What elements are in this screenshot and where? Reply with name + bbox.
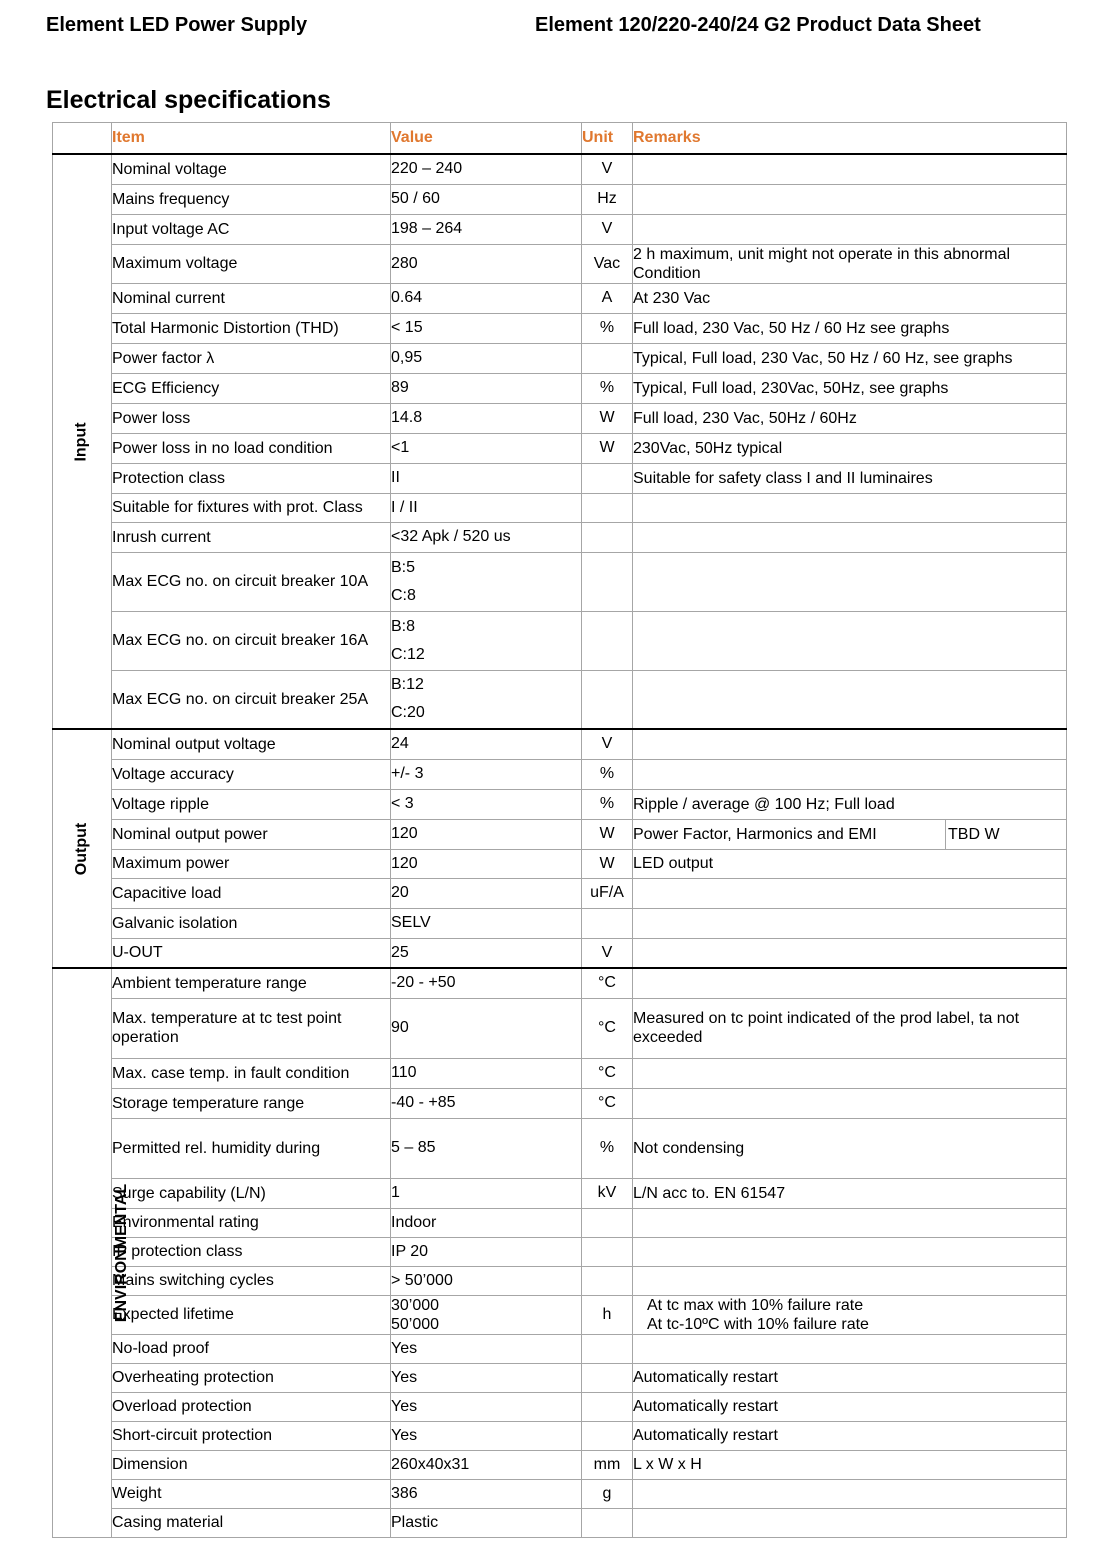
table-row — [53, 759, 1067, 789]
table-row — [53, 1058, 1067, 1088]
table-row — [53, 1363, 1067, 1392]
value-cell — [391, 552, 582, 611]
remarks-cell: 230Vac, 50Hz typical — [633, 433, 1067, 463]
remarks-cell — [633, 670, 1067, 729]
table-row — [53, 998, 1067, 1058]
group-label-cell — [53, 729, 112, 968]
value-cell: 0,95 — [391, 343, 582, 373]
unit-cell: h — [582, 1295, 633, 1334]
unit-cell: W — [582, 819, 633, 849]
remarks-cell: Automatically restart — [633, 1392, 1067, 1421]
item-cell: U-OUT — [112, 938, 391, 968]
remarks-cell — [633, 493, 1067, 522]
table-row — [53, 968, 1067, 998]
unit-cell — [582, 611, 633, 670]
item-cell: Max. temperature at tc test point operation — [112, 998, 391, 1058]
item-cell: Total Harmonic Distortion (THD) — [112, 313, 391, 343]
remarks-cell: At 230 Vac — [633, 283, 1067, 313]
unit-cell: V — [582, 214, 633, 244]
group-label: ENVIRONMENTAL — [113, 1183, 131, 1322]
value-cell: 25 — [391, 938, 582, 968]
table-row — [53, 552, 1067, 611]
item-cell: Max ECG no. on circuit breaker 10A — [112, 552, 391, 611]
group-label-cell — [53, 154, 112, 729]
remarks-cell: Automatically restart — [633, 1363, 1067, 1392]
unit-cell: °C — [582, 1088, 633, 1118]
value-cell: 24 — [391, 729, 582, 759]
value-cell: 50 / 60 — [391, 184, 582, 214]
value-cell: 89 — [391, 373, 582, 403]
value-c: C:8 — [391, 586, 416, 604]
unit-cell — [582, 1208, 633, 1237]
remarks-line-2: At tc-10ºC with 10% failure rate — [647, 1315, 869, 1333]
value-cell: 110 — [391, 1058, 582, 1088]
value-cell: 220 – 240 — [391, 154, 582, 184]
remarks-extra: TBD W — [948, 825, 1000, 843]
item-cell: Max ECG no. on circuit breaker 16A — [112, 611, 391, 670]
item-cell: Nominal voltage — [112, 154, 391, 184]
group-column-header — [53, 123, 112, 155]
unit-cell — [582, 908, 633, 938]
value-cell: 90 — [391, 998, 582, 1058]
value-cell: Yes — [391, 1363, 582, 1392]
section-title: Electrical specifications — [46, 86, 331, 114]
unit-cell: V — [582, 729, 633, 759]
unit-cell: °C — [582, 1058, 633, 1088]
unit-cell: uF/A — [582, 878, 633, 908]
value-cell: Indoor — [391, 1208, 582, 1237]
remarks-cell — [633, 611, 1067, 670]
value-cell: Yes — [391, 1334, 582, 1363]
unit-cell: g — [582, 1479, 633, 1508]
unit-cell — [582, 1421, 633, 1450]
unit-cell: % — [582, 759, 633, 789]
item-cell: Casing material — [112, 1508, 391, 1537]
unit-cell — [582, 522, 633, 552]
item-cell: Dimension — [112, 1450, 391, 1479]
table-row — [53, 611, 1067, 670]
unit-cell: W — [582, 849, 633, 878]
value-cell: II — [391, 463, 582, 493]
table-row — [53, 1237, 1067, 1266]
remarks-cell — [633, 184, 1067, 214]
remarks-cell: Automatically restart — [633, 1421, 1067, 1450]
column-header-value: Value — [391, 123, 582, 155]
unit-cell: % — [582, 789, 633, 819]
item-cell: Suitable for fixtures with prot. Class — [112, 493, 391, 522]
item-cell: Nominal current — [112, 283, 391, 313]
value-cell: 198 – 264 — [391, 214, 582, 244]
item-cell: Nominal output power — [112, 819, 391, 849]
value-cell: -40 - +85 — [391, 1088, 582, 1118]
item-cell: Max ECG no. on circuit breaker 25A — [112, 670, 391, 729]
unit-cell — [582, 670, 633, 729]
remarks-cell — [633, 968, 1067, 998]
item-cell: Environmental rating — [112, 1208, 391, 1237]
remarks-cell — [633, 729, 1067, 759]
unit-cell: A — [582, 283, 633, 313]
value-cell: Plastic — [391, 1508, 582, 1537]
table-row — [53, 938, 1067, 968]
value-b: B:5 — [391, 558, 416, 576]
item-cell: Nominal output voltage — [112, 729, 391, 759]
remarks-cell — [633, 1058, 1067, 1088]
table-row — [53, 373, 1067, 403]
value-cell: 280 — [391, 244, 582, 283]
remarks-cell — [633, 154, 1067, 184]
table-row — [53, 670, 1067, 729]
item-cell: Protection class — [112, 463, 391, 493]
value-cell: 386 — [391, 1479, 582, 1508]
item-cell: Galvanic isolation — [112, 908, 391, 938]
remarks-cell — [633, 1295, 1067, 1334]
item-cell: Overheating protection — [112, 1363, 391, 1392]
table-row — [53, 184, 1067, 214]
unit-cell — [582, 1392, 633, 1421]
item-cell: Power loss — [112, 403, 391, 433]
remarks-cell — [633, 1479, 1067, 1508]
table-row — [53, 878, 1067, 908]
remarks-cell: Suitable for safety class I and II luminaires — [633, 463, 1067, 493]
value-cell: <1 — [391, 433, 582, 463]
group-label: Output — [72, 822, 90, 875]
value-cell: I / II — [391, 493, 582, 522]
unit-cell — [582, 552, 633, 611]
value-cell: 1 — [391, 1178, 582, 1208]
remarks-cell: Full load, 230 Vac, 50 Hz / 60 Hz see graphs — [633, 313, 1067, 343]
unit-cell — [582, 493, 633, 522]
table-row — [53, 819, 1067, 849]
item-cell: Maximum voltage — [112, 244, 391, 283]
table-row — [53, 1479, 1067, 1508]
value-cell: 120 — [391, 819, 582, 849]
unit-cell — [582, 463, 633, 493]
remarks-cell — [633, 878, 1067, 908]
table-row — [53, 403, 1067, 433]
spec-table-header — [53, 123, 1067, 155]
header-document-title: Element 120/220-240/24 G2 Product Data Sheet — [535, 14, 981, 36]
remarks-cell: Typical, Full load, 230Vac, 50Hz, see graphs — [633, 373, 1067, 403]
item-cell: Overload protection — [112, 1392, 391, 1421]
table-row — [53, 343, 1067, 373]
item-cell: Short-circuit protection — [112, 1421, 391, 1450]
item-cell: Power loss in no load condition — [112, 433, 391, 463]
unit-cell: W — [582, 433, 633, 463]
item-cell: Permitted rel. humidity during — [112, 1118, 391, 1178]
value-cell: 0.64 — [391, 283, 582, 313]
remarks-cell: Measured on tc point indicated of the prod label, ta not exceeded — [633, 998, 1067, 1058]
table-row — [53, 1088, 1067, 1118]
spec-table — [52, 122, 1067, 1538]
unit-cell: mm — [582, 1450, 633, 1479]
value-cell: < 3 — [391, 789, 582, 819]
unit-cell — [582, 343, 633, 373]
remarks-cell — [633, 214, 1067, 244]
unit-cell: V — [582, 938, 633, 968]
table-row — [53, 1266, 1067, 1295]
remarks-cell — [633, 1237, 1067, 1266]
unit-cell: kV — [582, 1178, 633, 1208]
remarks-cell — [633, 1208, 1067, 1237]
value-cell: SELV — [391, 908, 582, 938]
value-cell: 20 — [391, 878, 582, 908]
table-row — [53, 1118, 1067, 1178]
table-row — [53, 1334, 1067, 1363]
unit-cell: % — [582, 313, 633, 343]
unit-cell — [582, 1334, 633, 1363]
value-cell: IP 20 — [391, 1237, 582, 1266]
remarks-cell: L x W x H — [633, 1450, 1067, 1479]
table-row — [53, 244, 1067, 283]
remarks-cell — [633, 1088, 1067, 1118]
remarks-cell: LED output — [633, 849, 1067, 878]
remarks-cell: Ripple / average @ 100 Hz; Full load — [633, 789, 1067, 819]
item-cell: Expected lifetime — [112, 1295, 391, 1334]
value-cell: 260x40x31 — [391, 1450, 582, 1479]
unit-cell: V — [582, 154, 633, 184]
value-cell — [391, 670, 582, 729]
value-cell — [391, 1295, 582, 1334]
item-cell: Voltage ripple — [112, 789, 391, 819]
value-cell: Yes — [391, 1392, 582, 1421]
value-c: C:12 — [391, 645, 425, 663]
item-cell: Storage temperature range — [112, 1088, 391, 1118]
remarks-cell — [633, 1266, 1067, 1295]
table-row — [53, 849, 1067, 878]
item-cell: Inrush current — [112, 522, 391, 552]
item-cell: Mains switching cycles — [112, 1266, 391, 1295]
header-product-line: Element LED Power Supply — [46, 14, 308, 36]
remarks-line-1: At tc max with 10% failure rate — [647, 1296, 864, 1314]
item-cell: Capacitive load — [112, 878, 391, 908]
value-cell: <32 Apk / 520 us — [391, 522, 582, 552]
unit-cell — [582, 1508, 633, 1537]
remarks-cell — [633, 819, 1067, 849]
value-cell: 120 — [391, 849, 582, 878]
item-cell: ECG Efficiency — [112, 373, 391, 403]
item-cell: Maximum power — [112, 849, 391, 878]
column-header-remarks: Remarks — [633, 123, 1067, 155]
table-row — [53, 1450, 1067, 1479]
remarks-cell — [633, 1508, 1067, 1537]
item-cell: Power factor λ — [112, 343, 391, 373]
unit-cell: W — [582, 403, 633, 433]
table-row — [53, 522, 1067, 552]
value-cell: 5 – 85 — [391, 1118, 582, 1178]
unit-cell — [582, 1237, 633, 1266]
value-line-1: 30’000 — [391, 1296, 440, 1314]
unit-cell — [582, 1363, 633, 1392]
value-cell — [391, 611, 582, 670]
value-cell: -20 - +50 — [391, 968, 582, 998]
table-row — [53, 433, 1067, 463]
remarks-cell: Typical, Full load, 230 Vac, 50 Hz / 60 Hz, see graphs — [633, 343, 1067, 373]
table-row — [53, 313, 1067, 343]
table-row — [53, 154, 1067, 184]
remarks-cell: Full load, 230 Vac, 50Hz / 60Hz — [633, 403, 1067, 433]
unit-cell: °C — [582, 968, 633, 998]
table-row — [53, 1295, 1067, 1334]
value-cell: Yes — [391, 1421, 582, 1450]
item-cell: Voltage accuracy — [112, 759, 391, 789]
unit-cell: Vac — [582, 244, 633, 283]
value-c: C:20 — [391, 704, 425, 722]
remarks-cell — [633, 908, 1067, 938]
item-cell: Mains frequency — [112, 184, 391, 214]
value-cell: > 50’000 — [391, 1266, 582, 1295]
table-row — [53, 1421, 1067, 1450]
table-row — [53, 1392, 1067, 1421]
unit-cell — [582, 1266, 633, 1295]
table-row — [53, 493, 1067, 522]
table-row — [53, 789, 1067, 819]
table-row — [53, 1508, 1067, 1537]
remarks-cell: 2 h maximum, unit might not operate in this abnormal Condition — [633, 244, 1067, 283]
value-line-2: 50’000 — [391, 1315, 440, 1333]
group-label-cell — [53, 968, 131, 1537]
table-row — [53, 908, 1067, 938]
remarks-cell — [633, 938, 1067, 968]
group-label: Input — [73, 421, 90, 462]
remarks-text: Power Factor, Harmonics and EMI — [633, 820, 946, 849]
unit-cell: % — [582, 1118, 633, 1178]
value-cell: +/- 3 — [391, 759, 582, 789]
remarks-cell: Not condensing — [633, 1118, 1067, 1178]
table-row — [53, 729, 1067, 759]
table-row — [53, 463, 1067, 493]
remarks-cell — [633, 522, 1067, 552]
item-cell: Weight — [112, 1479, 391, 1508]
remarks-cell — [633, 759, 1067, 789]
unit-cell: % — [582, 373, 633, 403]
item-cell: Surge capability (L/N) — [112, 1178, 391, 1208]
remarks-cell: L/N acc to. EN 61547 — [633, 1178, 1067, 1208]
value-cell: 14.8 — [391, 403, 582, 433]
item-cell: No-load proof — [112, 1334, 391, 1363]
table-row — [53, 1208, 1067, 1237]
remarks-cell — [633, 1334, 1067, 1363]
remarks-cell — [633, 552, 1067, 611]
value-cell: < 15 — [391, 313, 582, 343]
table-row — [53, 283, 1067, 313]
item-cell: Max. case temp. in fault condition — [112, 1058, 391, 1088]
item-cell: IP protection class — [112, 1237, 391, 1266]
table-row — [53, 214, 1067, 244]
unit-cell: °C — [582, 998, 633, 1058]
value-b: B:12 — [391, 676, 424, 694]
item-cell: Input voltage AC — [112, 214, 391, 244]
unit-cell: Hz — [582, 184, 633, 214]
table-row — [53, 1178, 1067, 1208]
item-cell: Ambient temperature range — [112, 968, 391, 998]
column-header-unit: Unit — [582, 123, 633, 155]
column-header-item: Item — [112, 123, 391, 155]
value-b: B:8 — [391, 617, 416, 635]
